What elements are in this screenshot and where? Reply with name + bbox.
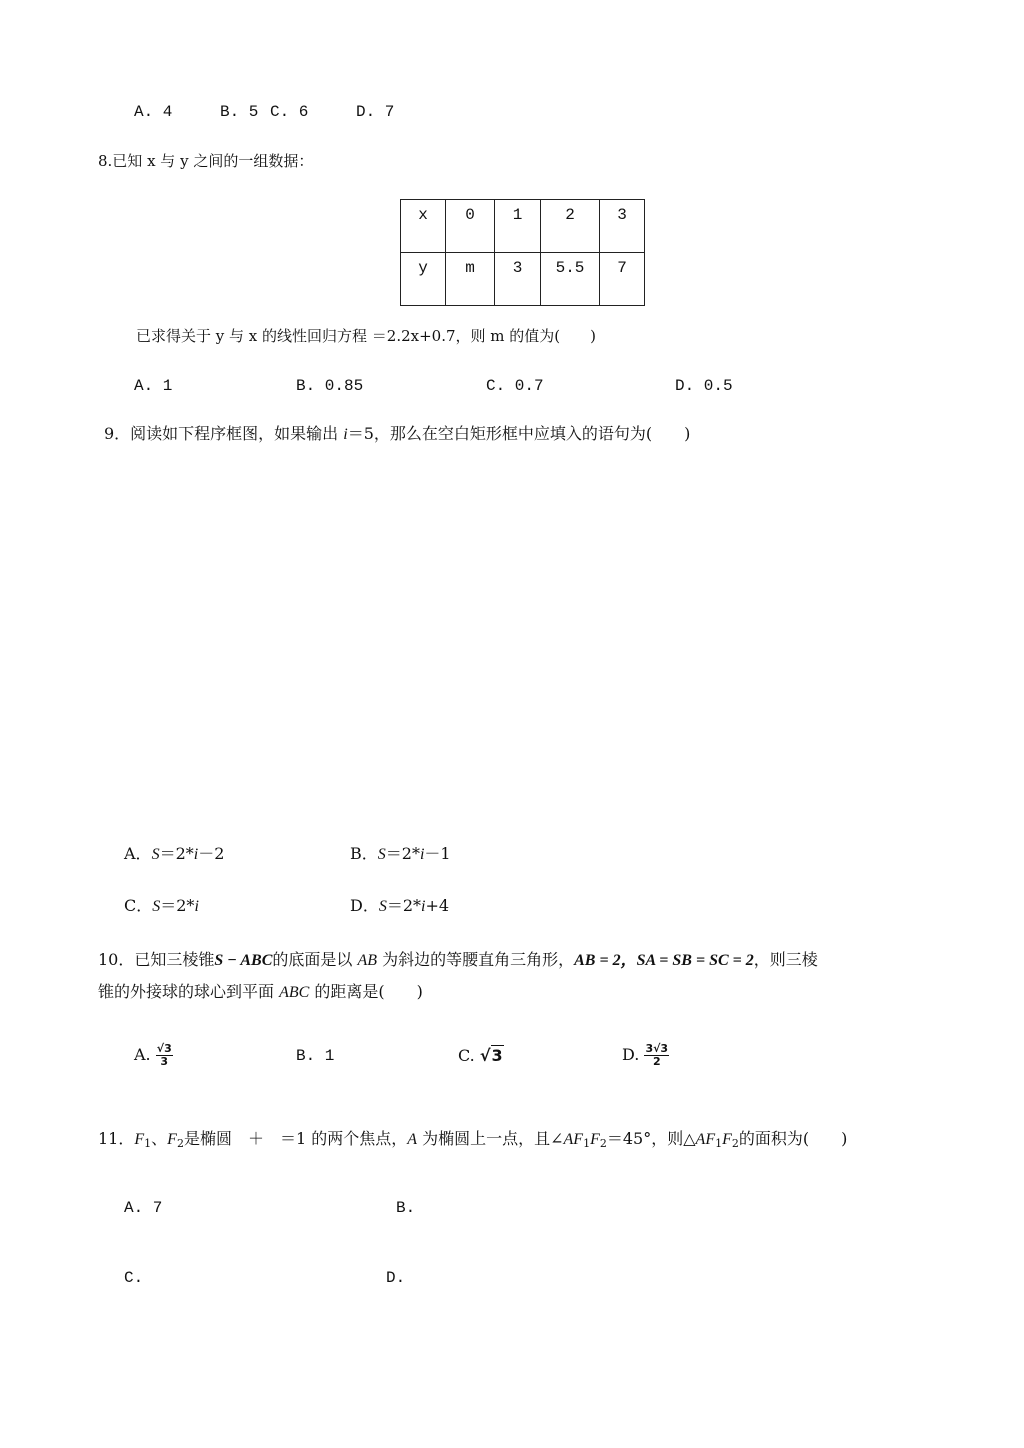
q10-text: 10．已知三棱锥	[98, 950, 215, 969]
math-var: F	[590, 1131, 600, 1148]
math-var: S	[152, 898, 161, 915]
q11-option-a: A. 7	[124, 1199, 163, 1217]
q10-option-b: B. 1	[296, 1047, 335, 1065]
q10-text: ，则三棱	[753, 950, 818, 969]
subscript: 1	[715, 1137, 723, 1150]
math-var: S	[378, 898, 387, 915]
math-op: ＝2*	[159, 844, 194, 863]
q8-option-c: C. 0.7	[486, 377, 544, 395]
option-label: A.	[134, 1045, 151, 1064]
q9-option-b	[350, 844, 451, 865]
q10-option-d	[622, 1040, 669, 1070]
table-cell: 7	[600, 253, 645, 306]
q7-option-b: B. 5	[220, 103, 259, 121]
option-label: D．	[350, 896, 379, 915]
option-label: C.	[458, 1046, 475, 1065]
q10-text: 为斜边的等腰直角三角形，	[377, 950, 575, 969]
q11-text: 、	[151, 1129, 168, 1148]
table-row	[401, 200, 645, 253]
q7-option-a: A. 4	[134, 103, 173, 121]
math-var: A	[695, 1131, 706, 1148]
fraction-numerator: √3	[156, 1042, 172, 1055]
table-cell: 2	[541, 200, 600, 253]
fraction-denominator: 3	[160, 1055, 169, 1068]
subscript: 1	[144, 1137, 152, 1150]
q11-stem	[98, 1129, 847, 1150]
math-var: A	[407, 1131, 418, 1148]
radicand: 3	[491, 1046, 503, 1065]
table-cell: 3	[600, 200, 645, 253]
q10-text: 的距离是( )	[309, 982, 423, 1001]
math-op: ＝2*	[160, 896, 195, 915]
q10-stem-line1	[98, 950, 818, 971]
q10-math: AB	[357, 952, 378, 969]
q9-option-c	[124, 896, 199, 917]
q9-option-d	[350, 896, 449, 917]
math-op: －1	[424, 844, 451, 863]
math-var: F	[134, 1131, 145, 1148]
q10-text: 的底面是以	[272, 950, 358, 969]
math-op: －2	[198, 844, 225, 863]
math-op: ＝2*	[386, 896, 422, 915]
math-var: F	[722, 1131, 732, 1148]
q10-option-a	[134, 1040, 173, 1070]
q9-stem	[104, 424, 690, 445]
table-cell: 3	[495, 253, 541, 306]
q10-math: AB = 2，SA = SB = SC = 2	[574, 952, 754, 969]
table-cell: x	[401, 200, 446, 253]
subscript: 2	[731, 1137, 739, 1150]
q11-text: 的面积为( )	[738, 1129, 848, 1148]
math-var: F	[573, 1131, 584, 1148]
q10-text: 锥的外接球的球心到平面	[98, 982, 280, 1001]
fraction	[644, 1043, 669, 1068]
math-var: i	[193, 846, 199, 863]
q9-stem-part: 9．阅读如下程序框图，如果输出	[104, 424, 344, 443]
option-label: D.	[622, 1045, 640, 1064]
q7-option-d: D. 7	[356, 103, 395, 121]
option-label: B．	[350, 844, 378, 863]
q7-option-c: C. 6	[270, 103, 309, 121]
q10-math: S − ABC	[214, 952, 273, 969]
q11-option-d: D.	[386, 1269, 406, 1287]
q8-data-table	[400, 199, 645, 306]
math-op: +4	[425, 896, 450, 915]
q11-option-b: B.	[396, 1199, 416, 1217]
q11-text: 是椭圆 ＋ ＝1 的两个焦点，	[183, 1129, 408, 1148]
option-label: A．	[124, 844, 152, 863]
q8-option-a: A. 1	[134, 377, 173, 395]
q8-stem: 8.已知 x 与 y 之间的一组数据：	[98, 152, 314, 170]
math-var: F	[705, 1131, 716, 1148]
subscript: 2	[599, 1137, 607, 1150]
math-var: i	[421, 898, 426, 915]
q11-number: 11．	[98, 1129, 135, 1148]
fraction-denominator: 2	[652, 1055, 661, 1068]
table-cell: m	[446, 253, 495, 306]
math-var: i	[419, 846, 425, 863]
q10-stem-line2	[98, 982, 423, 1003]
fraction	[156, 1043, 173, 1068]
table-cell: 0	[446, 200, 495, 253]
q11-option-c: C.	[124, 1269, 144, 1287]
q9-flowchart-area	[98, 455, 928, 825]
q8-option-d: D. 0.5	[675, 377, 733, 395]
table-cell: 5.5	[541, 253, 600, 306]
q8-option-b: B. 0.85	[296, 377, 364, 395]
fraction-numerator: 3√3	[645, 1042, 669, 1055]
math-var: i	[194, 898, 199, 915]
q11-text: 为椭圆上一点，且∠	[417, 1129, 564, 1148]
subscript: 2	[176, 1137, 184, 1150]
q11-text: ＝45°，则△	[606, 1129, 696, 1148]
table-row	[401, 253, 645, 306]
option-label: C．	[124, 896, 153, 915]
subscript: 1	[583, 1137, 591, 1150]
math-var: F	[167, 1131, 177, 1148]
math-op: ＝2*	[385, 844, 420, 863]
table-cell: 1	[495, 200, 541, 253]
q10-option-c	[458, 1046, 504, 1066]
q8-regression-text: 已求得关于 y 与 x 的线性回归方程 ＝2.2x+0.7，则 m 的值为( )	[136, 327, 596, 345]
q9-stem-part: ＝5，那么在空白矩形框中应填入的语句为( )	[347, 424, 691, 443]
math-var: A	[563, 1131, 574, 1148]
math-var: S	[377, 846, 386, 863]
q9-variable-i: i	[343, 426, 348, 443]
math-var: S	[151, 846, 160, 863]
q9-option-a	[124, 844, 224, 865]
q10-math: ABC	[279, 984, 310, 1001]
sqrt-expression: √3	[479, 1046, 503, 1065]
table-cell: y	[401, 253, 446, 306]
